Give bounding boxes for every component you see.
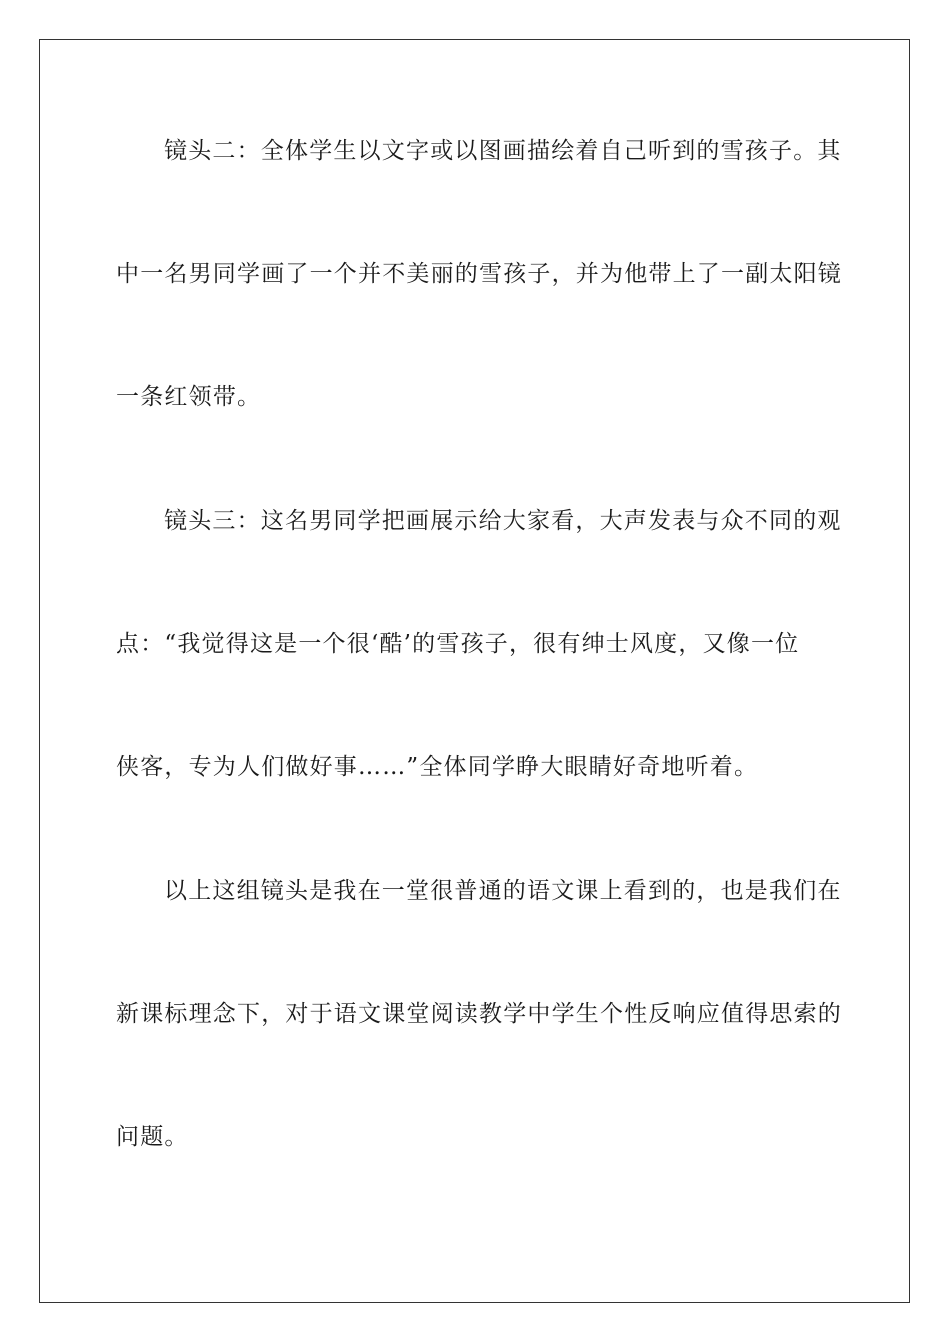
paragraph-3-line-2: 新课标理念下，对于语文课堂阅读教学中学生个性反响应值得思索的 bbox=[116, 1001, 842, 1027]
paragraph-3-line-3: 问题。 bbox=[116, 1124, 189, 1150]
paragraph-2-line-3: 侠客，专为人们做好事……”全体同学睁大眼睛好奇地听着。 bbox=[116, 754, 759, 780]
paragraph-1-line-3: 一条红领带。 bbox=[116, 384, 262, 410]
paragraph-1-line-1: 镜头二：全体学生以文字或以图画描绘着自己听到的雪孩子。其 bbox=[164, 138, 842, 164]
paragraph-3-line-1: 以上这组镜头是我在一堂很普通的语文课上看到的，也是我们在 bbox=[164, 878, 842, 904]
page-border bbox=[39, 39, 910, 1303]
paragraph-2-line-1: 镜头三：这名男同学把画展示给大家看，大声发表与众不同的观 bbox=[164, 508, 842, 534]
paragraph-2-line-2: 点：“我觉得这是一个很‘酷’的雪孩子，很有绅士风度，又像一位 bbox=[116, 631, 800, 657]
paragraph-1-line-2: 中一名男同学画了一个并不美丽的雪孩子，并为他带上了一副太阳镜 bbox=[116, 261, 842, 287]
